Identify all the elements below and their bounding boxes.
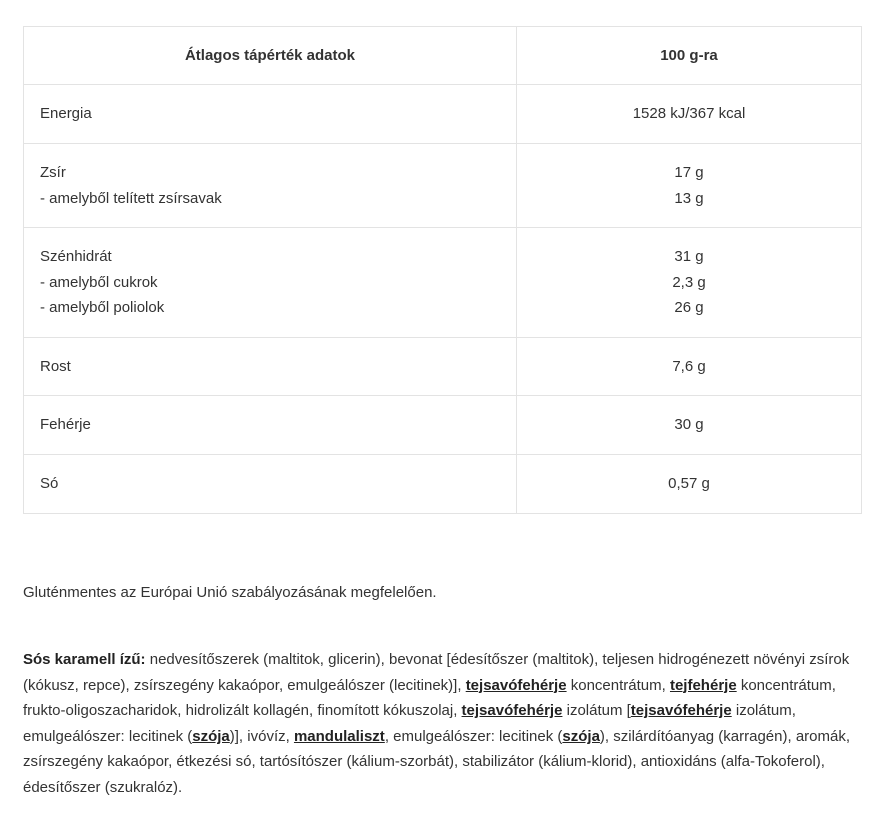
nutrient-label: Rost (40, 357, 71, 375)
gluten-free-notice: Gluténmentes az Európai Unió szabályozásának megfelelően. (23, 584, 437, 601)
allergen-highlight: tejsavófehérje (630, 702, 732, 720)
ingredients-text (23, 647, 863, 801)
ingredients-segment: koncentrátum, frukto-oligoszacharidok, hidrolizált kollagén, finomított kókuszolaj, (23, 676, 836, 720)
row-value (517, 228, 862, 338)
nutrient-label: Fehérje (40, 416, 91, 434)
ingredients-segment: ), szilárdítóanyag (karragén), aromák, zsírszegény kakaópor, étkezési só, tartósítószer (kálium-szorbát), stabilizátor (kálium-klorid), antioxidáns (alfa-Tokoferol), édesítőszer (szukralóz). (23, 727, 851, 796)
nutrient-value: 1528 kJ/367 kcal (632, 105, 746, 123)
nutrient-label: Energia (40, 105, 92, 123)
allergen-highlight: tejsavófehérje (461, 702, 563, 720)
nutrient-subvalue: 26 g (674, 299, 704, 317)
row-name (24, 85, 517, 144)
nutrient-value: 17 g (674, 164, 704, 181)
nutrient-value: 31 g (674, 248, 704, 266)
allergen-highlight: tejfehérje (669, 676, 737, 694)
nutrient-sublabel: - amelyből telített zsírsavak (40, 189, 222, 207)
row-value (517, 144, 862, 228)
row-name (24, 338, 517, 396)
allergen-highlight: szója (192, 727, 230, 745)
table-row-feherje (24, 396, 862, 455)
allergen-highlight: mandulaliszt (293, 727, 385, 745)
nutrient-subvalue: 2,3 g (672, 273, 706, 291)
ingredients-segment: , emulgeálószer: lecitinek ( (384, 727, 563, 745)
nutrient-sublabel: - amelyből cukrok (40, 273, 158, 291)
header-nutrient: Átlagos tápérték adatok (24, 27, 517, 85)
ingredients-segment: nedvesítőszerek (maltitok, glicerin), bevonat [édesítőszer (maltitok), teljesen hidrogénezett növényi zsírok (kókusz, repce), zsírszegény kakaópor, emulgeálószer (lecitinek)], (23, 651, 850, 694)
row-value (517, 396, 862, 455)
nutrient-value: 30 g (674, 416, 704, 434)
table-row-energia (24, 85, 862, 144)
table-row-szenhidrat (24, 228, 862, 338)
row-value (517, 85, 862, 144)
ingredients-title: Sós karamell ízű: (23, 651, 146, 668)
row-name (24, 144, 517, 228)
nutrition-table (23, 26, 862, 514)
ingredients-segment: )], ivóvíz, (229, 727, 294, 745)
ingredients-segment: koncentrátum, (566, 676, 670, 694)
nutrient-subvalue: 13 g (674, 189, 704, 207)
nutrient-label: Zsír (40, 164, 66, 181)
nutrient-label: Só (40, 475, 59, 493)
row-value (517, 455, 862, 514)
table-row-zsir (24, 144, 862, 228)
row-name (24, 455, 517, 514)
row-value (517, 338, 862, 396)
table-header-row (24, 27, 862, 85)
nutrient-value: 0,57 g (668, 475, 710, 493)
table-row-rost (24, 338, 862, 396)
row-name (24, 228, 517, 338)
allergen-highlight: tejsavófehérje (465, 676, 567, 694)
ingredients-segment: izolátum [ (562, 702, 631, 720)
allergen-highlight: szója (562, 727, 600, 745)
nutrient-sublabel: - amelyből poliolok (40, 299, 165, 317)
header-per-100g: 100 g-ra (517, 27, 862, 85)
row-name (24, 396, 517, 455)
table-row-so (24, 455, 862, 514)
nutrient-label: Szénhidrát (40, 248, 112, 266)
nutrient-value: 7,6 g (672, 357, 706, 375)
ingredients-segment: izolátum, emulgeálószer: lecitinek ( (23, 702, 796, 745)
